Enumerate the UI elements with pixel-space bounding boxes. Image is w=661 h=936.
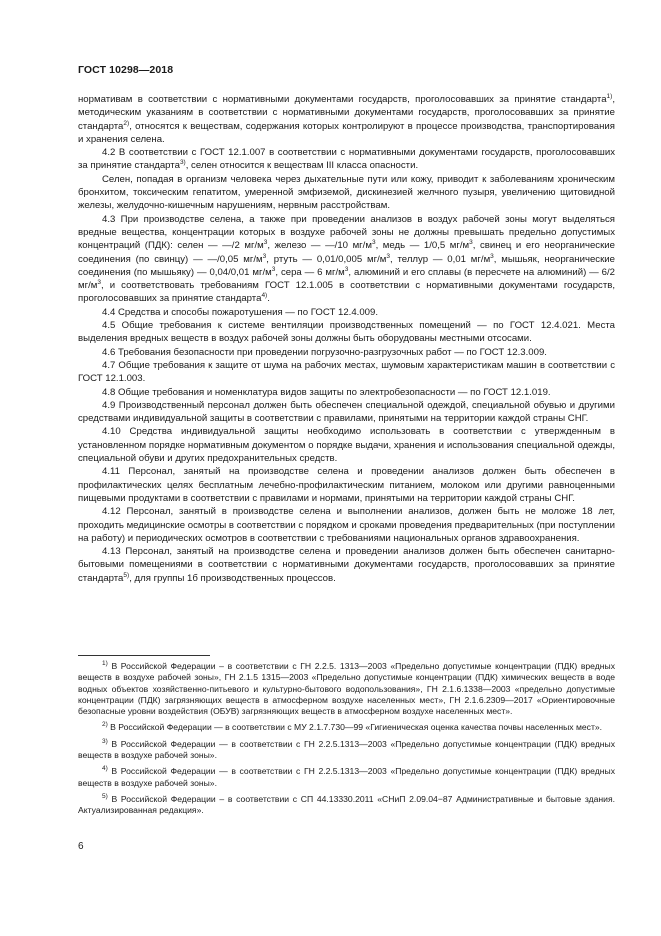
paragraph-4-11: 4.11 Персонал, занятый на производстве селена и проведении анализов должен быть обеспечен в профилактических целях бесплатным лечебно-профилактическим питанием, молоком или другими равноценными пищевыми продуктами в соответствии с правилами и нормами, принятыми на территории каждой страны СНГ. xyxy=(78,466,615,504)
paragraph-4-8: 4.8 Общие требования и номенклатура видов защиты по электробезопасности — по ГОСТ 12.1.019. xyxy=(102,386,551,398)
paragraph-4-7: 4.7 Общие требования к защите от шума на рабочих местах, шумовым характеристикам машин в соответствии с ГОСТ 12.1.003. xyxy=(78,359,615,385)
paragraph: нормативам в соответствии с нормативными документами государств, проголосовавших за принятие стандарта$^{1)}$, методическим указаниям в соответствии с нормативными документами государств, проголосовавших за принятие стандарта$^{2)}$, относятся к веществам, содержания которых контролируют в процессе производства, транспортирования и хранения селена. xyxy=(78,93,615,145)
document-header: ГОСТ 10298—2018 xyxy=(78,64,174,76)
paragraph-4-2: 4.2 В соответствии с ГОСТ 12.1.007 в соответствии с нормативными документами государств, проголосовавших за принятие стандарта$^{3)}$, селен относится к веществам III класса опасности. xyxy=(78,147,615,172)
footnote-5: $^{5)}$ В Российской Федерации – в соответствии с СП 44.13330.2011 «СНиП 2.09.04−87 Административные и бытовые здания. Актуализированная редакция». xyxy=(78,792,616,816)
paragraph-4-5: 4.5 Общие требования к системе вентиляции производственных помещений — по ГОСТ 12.4.021. Места выделения вредных веществ в воздух рабочей зоны должны быть оборудованы местными отсосами. xyxy=(78,320,615,345)
footnote-4: $^{4)}$ В Российской Федерации — в соответствии с ГН 2.2.5.1313—2003 «Предельно допустимые концентрации (ПДК) вредных веществ в воздухе рабочей зоны». xyxy=(78,765,616,788)
paragraph-4-13: 4.13 Персонал, занятый на производстве селена и проведении анализов должен быть обеспечен санитарно-бытовыми помещениями в соответствии с нормативными документами государств, проголосовавших за принятие стандарта$^{5)}$, для группы 1б производственных процессов. xyxy=(78,546,615,584)
footnote-3: $^{3)}$ В Российской Федерации — в соответствии с ГН 2.2.5.1313—2003 «Предельно допустимые концентрации (ПДК) вредных веществ в воздухе рабочей зоны». xyxy=(78,737,616,761)
paragraph-selenium-effects: Селен, попадая в организм человека через дыхательные пути или кожу, приводит к заболеваниям хроническим бронхитом, токсическим гепатитом, умеренной эмфиземой, дискинезией желчного пузыря, увеличению щитовидной железы, желудочно-кишечным нарушениям, нервным расстройствам. xyxy=(78,173,615,212)
paragraph-4-4: 4.4 Средства и способы пожаротушения — по ГОСТ 12.4.009. xyxy=(102,306,379,318)
body-text xyxy=(78,93,615,585)
page-number: 6 xyxy=(78,841,84,852)
footnote-separator xyxy=(78,655,210,656)
footnote-1: $^{1)}$ В Российской Федерации – в соответствии с ГН 2.2.5. 1313—2003 «Предельно допустимые концентрации (ПДК) вредных веществ в воздухе рабочей зоны», ГН 2.1.5 1315—2003 «Предельно допустимые концентрации (ПДК) химических веществ в воде водных объектов хозяйственно-питьевого и культурно-бытового водопользования», ГН 2.1.6.1338—2003 «предельно допустимые концентрации (ПДК) загрязняющих веществ в атмосферном воздухе населенных мест», ГН 2.1.6.2309—2017 «Ориентировочные безопасные уровни воздействия (ОБУВ) загрязняющих веществ в атмосферном воздухе населенных мест». xyxy=(78,660,616,717)
paragraph-4-3: 4.3 При производстве селена, а также при проведении анализов в воздух рабочей зоны могут выделяться вредные вещества, концентрации которых в воздухе рабочей зоны не должны превышать предельно допустимых концентраций (ПДК): селен — —/2 $мг/м^3$, железо — —/10 $мг/м^3$, медь — 1/0,5 $мг/м^3$, свинец и его неорганические соединения (по свинцу) — —/0,05 $мг/м^3$, ртуть — 0,01/0,005 $мг/м^3$, теллур — 0,01 $мг/м^3$, мышьяк, неорганические соединения (по мышьяку) — 0,04/0,01 $мг/м^3$, сера — 6 $мг/м^3$, алюминий и его сплавы (в пересчете на алюминий) — 6/2 $мг/м^3$, и соответствовать требованиям ГОСТ 12.1.005 в соответствии с нормативными документами государств, проголосовавших за принятие стандарта$^{4)}$. xyxy=(78,213,616,305)
footnotes xyxy=(78,661,615,822)
paragraph-4-12: 4.12 Персонал, занятый в производстве селена и выполнении анализов, должен быть не моложе 18 лет, проходить медицинские осмотры в соответствии с порядком и сроками проведения предварительных (при поступлении на работу) и периодических осмотров в соответствии с требованиями национальных органов здравоохранения. xyxy=(78,506,615,544)
footnote-2: $^{2)}$ В Российской Федерации — в соответствии с МУ 2.1.7.730—99 «Гигиеническая оценка качества почвы населенных мест». xyxy=(102,721,603,733)
paragraph-4-6: 4.6 Требования безопасности при проведении погрузочно-разгрузочных работ — по ГОСТ 12.3.009. xyxy=(102,346,547,358)
paragraph-4-9: 4.9 Производственный персонал должен быть обеспечен специальной одеждой, специальной обувью и другими средствами индивидуальной защиты в соответствии с правилами, принятыми на территории каждой страны СНГ. xyxy=(78,399,615,425)
paragraph-4-10: 4.10 Средства индивидуальной защиты необходимо использовать в соответствии с утвержденным в установленном порядке нормативным документом о порядке выдачи, хранения и использования специальной одежды, специальной обуви и других предохранительных средств. xyxy=(78,426,615,465)
